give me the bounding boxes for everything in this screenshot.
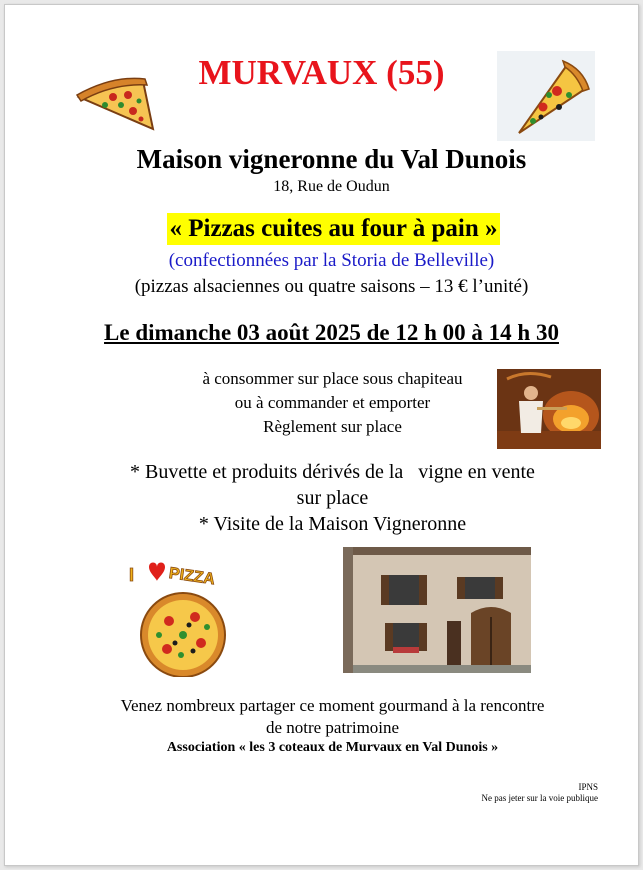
- service-line: à consommer sur place sous chapiteau: [202, 369, 463, 388]
- closing-message: [65, 695, 600, 739]
- service-info: [155, 367, 510, 439]
- pizza-slice-right-icon: [497, 51, 595, 141]
- pizza-types-text: (pizzas alsaciennes ou quatre saisons – 13 € l’unité): [134, 276, 529, 297]
- headline: « Pizzas cuites au four à pain »: [167, 213, 499, 245]
- closing-line: Venez nombreux partager ce moment gourmand à la rencontre: [120, 696, 545, 715]
- poster-page: [4, 4, 639, 866]
- venue-address: 18, Rue de Oudun: [273, 178, 390, 195]
- town-title: MURVAUX (55): [198, 53, 445, 92]
- extras-line: * Buvette et produits dérivés de la vigne en vente: [130, 461, 535, 483]
- extras-info: [65, 459, 600, 537]
- pizza-oven-photo: [497, 369, 601, 449]
- legal-footer: [482, 782, 598, 804]
- event-date: Le dimanche 03 août 2025 de 12 h 00 à 14 h 30: [104, 320, 559, 345]
- made-by-text: (confectionnées par la Storia de Belleville): [168, 250, 495, 271]
- association-name: Association « les 3 coteaux de Murvaux en Val Dunois »: [166, 740, 499, 755]
- service-line: ou à commander et emporter: [234, 393, 431, 412]
- extras-line: * Visite de la Maison Vigneronne: [198, 513, 467, 535]
- footer-line: Ne pas jeter sur la voie publique: [481, 793, 598, 803]
- footer-line: IPNS: [578, 782, 598, 792]
- svg-text:PIZZA: PIZZA: [167, 565, 216, 589]
- service-line: Règlement sur place: [263, 417, 402, 436]
- svg-text:I: I: [129, 565, 135, 585]
- closing-line: de notre patrimoine: [265, 718, 400, 737]
- maison-vigneronne-photo: [343, 547, 531, 673]
- extras-line: sur place: [296, 487, 369, 509]
- headline-wrap: [5, 213, 639, 245]
- heart-icon: [149, 563, 165, 582]
- i-love-pizza-illustration: [121, 551, 247, 677]
- venue-name: Maison vigneronne du Val Dunois: [136, 144, 527, 174]
